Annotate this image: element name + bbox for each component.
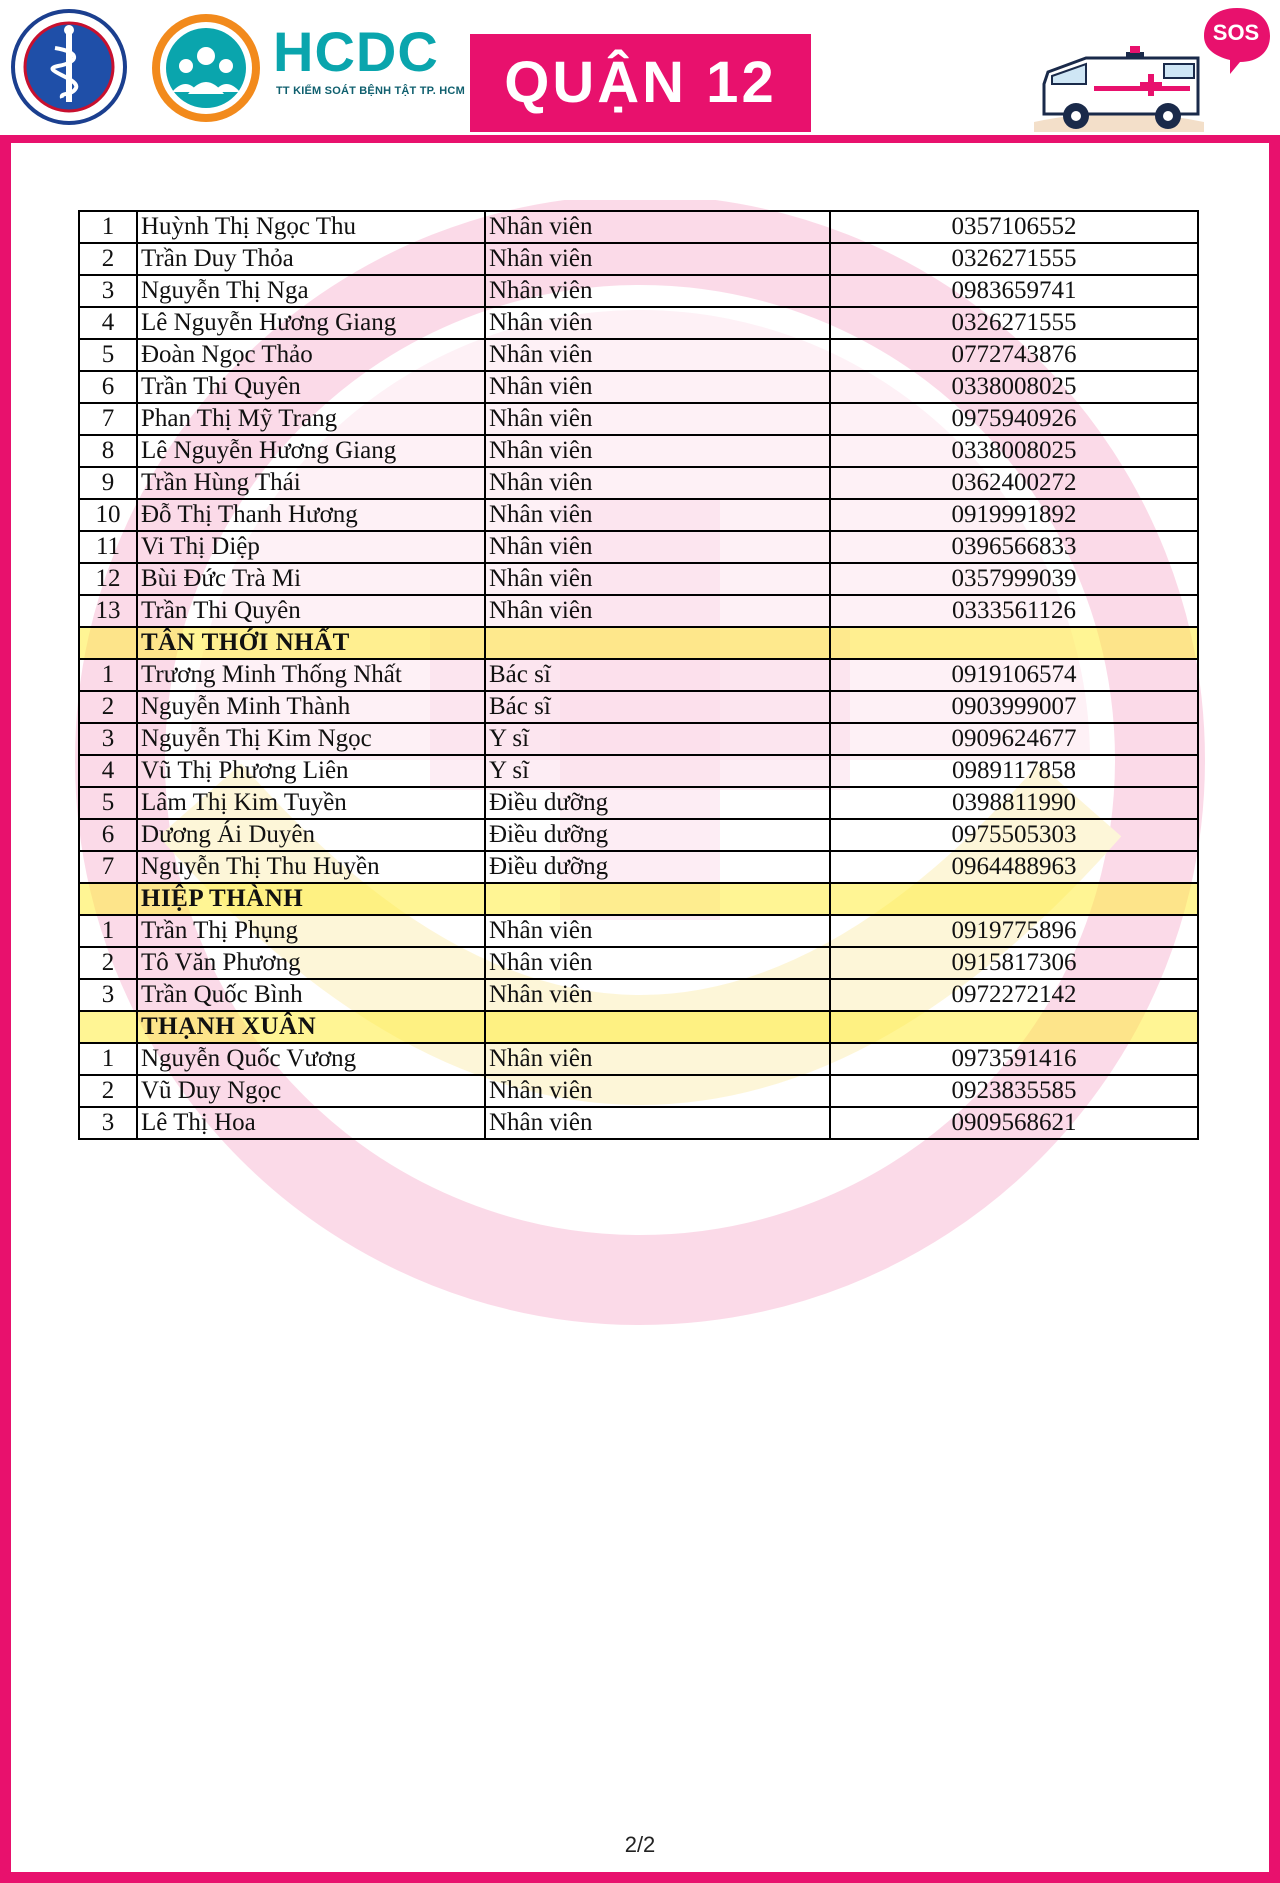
staff-role: Bác sĩ <box>485 659 830 691</box>
staff-role: Nhân viên <box>485 435 830 467</box>
row-number: 1 <box>79 659 137 691</box>
staff-phone: 0989117858 <box>830 755 1198 787</box>
staff-role: Y sĩ <box>485 755 830 787</box>
row-number: 2 <box>79 691 137 723</box>
section-phone-cell <box>830 883 1198 915</box>
staff-role: Nhân viên <box>485 1043 830 1075</box>
staff-name: Đỗ Thị Thanh Hương <box>137 499 485 531</box>
staff-table-body <box>79 211 1198 1139</box>
section-header-row <box>79 883 1198 915</box>
staff-role: Nhân viên <box>485 979 830 1011</box>
staff-role: Điều dưỡng <box>485 787 830 819</box>
staff-name: Vi Thị Diệp <box>137 531 485 563</box>
staff-phone: 0398811990 <box>830 787 1198 819</box>
staff-table <box>78 210 1199 1140</box>
staff-name: Huỳnh Thị Ngọc Thu <box>137 211 485 243</box>
table-row <box>79 531 1198 563</box>
section-phone-cell <box>830 627 1198 659</box>
table-row <box>79 1043 1198 1075</box>
staff-name: Bùi Đức Trà Mi <box>137 563 485 595</box>
staff-role: Nhân viên <box>485 947 830 979</box>
staff-phone: 0333561126 <box>830 595 1198 627</box>
row-number: 1 <box>79 211 137 243</box>
table-row <box>79 1107 1198 1139</box>
row-number: 3 <box>79 275 137 307</box>
staff-phone: 0909624677 <box>830 723 1198 755</box>
section-number-cell <box>79 1011 137 1043</box>
staff-role: Nhân viên <box>485 499 830 531</box>
staff-role: Nhân viên <box>485 371 830 403</box>
table-row <box>79 979 1198 1011</box>
hcdc-logo <box>148 10 264 126</box>
staff-role: Bác sĩ <box>485 691 830 723</box>
table-row <box>79 467 1198 499</box>
staff-phone: 0338008025 <box>830 371 1198 403</box>
staff-role: Nhân viên <box>485 211 830 243</box>
row-number: 7 <box>79 851 137 883</box>
staff-name: Lê Nguyễn Hương Giang <box>137 307 485 339</box>
organization-subtitle: TT KIỂM SOÁT BỆNH TẬT TP. HCM <box>276 85 465 97</box>
table-row <box>79 1075 1198 1107</box>
row-number: 5 <box>79 787 137 819</box>
row-number: 9 <box>79 467 137 499</box>
row-number: 3 <box>79 723 137 755</box>
table-row <box>79 787 1198 819</box>
section-role-cell <box>485 1011 830 1043</box>
section-header-row <box>79 1011 1198 1043</box>
staff-name: Nguyễn Thị Kim Ngọc <box>137 723 485 755</box>
row-number: 4 <box>79 307 137 339</box>
staff-name: Trần Duy Thỏa <box>137 243 485 275</box>
staff-role: Nhân viên <box>485 307 830 339</box>
table-row <box>79 947 1198 979</box>
page-header <box>0 0 1280 140</box>
staff-phone: 0915817306 <box>830 947 1198 979</box>
row-number: 3 <box>79 979 137 1011</box>
staff-role: Điều dưỡng <box>485 851 830 883</box>
staff-name: Nguyễn Quốc Vương <box>137 1043 485 1075</box>
table-row <box>79 659 1198 691</box>
page-number: 2/2 <box>624 1832 656 1857</box>
section-phone-cell <box>830 1011 1198 1043</box>
staff-role: Nhân viên <box>485 563 830 595</box>
staff-name: Trần Thi Quyên <box>137 371 485 403</box>
row-number: 1 <box>79 915 137 947</box>
row-number: 10 <box>79 499 137 531</box>
staff-phone: 0772743876 <box>830 339 1198 371</box>
ambulance-icon <box>1028 44 1208 132</box>
table-row <box>79 243 1198 275</box>
staff-role: Điều dưỡng <box>485 819 830 851</box>
table-row <box>79 915 1198 947</box>
row-number: 8 <box>79 435 137 467</box>
row-number: 12 <box>79 563 137 595</box>
table-row <box>79 851 1198 883</box>
staff-role: Nhân viên <box>485 467 830 499</box>
row-number: 7 <box>79 403 137 435</box>
staff-name: Trương Minh Thống Nhất <box>137 659 485 691</box>
row-number: 6 <box>79 371 137 403</box>
section-number-cell <box>79 627 137 659</box>
staff-phone: 0919106574 <box>830 659 1198 691</box>
staff-name: Đoàn Ngọc Thảo <box>137 339 485 371</box>
section-role-cell <box>485 883 830 915</box>
row-number: 2 <box>79 947 137 979</box>
staff-phone: 0964488963 <box>830 851 1198 883</box>
staff-name: Trần Thi Quyên <box>137 595 485 627</box>
organization-name: HCDC <box>273 20 439 83</box>
row-number: 2 <box>79 243 137 275</box>
section-title: TÂN THỚI NHẤT <box>137 627 485 659</box>
table-row <box>79 403 1198 435</box>
table-row <box>79 211 1198 243</box>
staff-name: Nguyễn Thị Nga <box>137 275 485 307</box>
table-row <box>79 435 1198 467</box>
section-number-cell <box>79 883 137 915</box>
staff-role: Nhân viên <box>485 531 830 563</box>
staff-role: Nhân viên <box>485 339 830 371</box>
table-row <box>79 819 1198 851</box>
staff-name: Dương Ái Duyên <box>137 819 485 851</box>
staff-name: Lê Nguyễn Hương Giang <box>137 435 485 467</box>
staff-name: Lâm Thị Kim Tuyền <box>137 787 485 819</box>
staff-role: Y sĩ <box>485 723 830 755</box>
staff-name: Tô Văn Phương <box>137 947 485 979</box>
table-row <box>79 499 1198 531</box>
table-row <box>79 275 1198 307</box>
staff-phone: 0973591416 <box>830 1043 1198 1075</box>
staff-name: Nguyễn Thị Thu Huyền <box>137 851 485 883</box>
section-header-row <box>79 627 1198 659</box>
staff-phone: 0357999039 <box>830 563 1198 595</box>
table-row <box>79 371 1198 403</box>
row-number: 1 <box>79 1043 137 1075</box>
staff-role: Nhân viên <box>485 243 830 275</box>
staff-phone: 0326271555 <box>830 243 1198 275</box>
table-row <box>79 563 1198 595</box>
table-row <box>79 691 1198 723</box>
staff-phone: 0396566833 <box>830 531 1198 563</box>
staff-phone: 0972272142 <box>830 979 1198 1011</box>
staff-name: Trần Hùng Thái <box>137 467 485 499</box>
staff-role: Nhân viên <box>485 275 830 307</box>
row-number: 6 <box>79 819 137 851</box>
row-number: 13 <box>79 595 137 627</box>
department-of-health-logo <box>10 8 128 126</box>
section-role-cell <box>485 627 830 659</box>
staff-phone: 0362400272 <box>830 467 1198 499</box>
staff-name: Nguyễn Minh Thành <box>137 691 485 723</box>
staff-phone: 0903999007 <box>830 691 1198 723</box>
staff-phone: 0919775896 <box>830 915 1198 947</box>
section-title: THẠNH XUÂN <box>137 1011 485 1043</box>
staff-phone: 0923835585 <box>830 1075 1198 1107</box>
staff-phone: 0357106552 <box>830 211 1198 243</box>
row-number: 11 <box>79 531 137 563</box>
sos-label: SOS <box>1212 20 1260 45</box>
staff-name: Phan Thị Mỹ Trang <box>137 403 485 435</box>
district-title: QUẬN 12 <box>504 50 777 115</box>
staff-role: Nhân viên <box>485 403 830 435</box>
staff-name: Trần Quốc Bình <box>137 979 485 1011</box>
staff-role: Nhân viên <box>485 1075 830 1107</box>
staff-phone: 0975940926 <box>830 403 1198 435</box>
table-row <box>79 307 1198 339</box>
staff-phone: 0338008025 <box>830 435 1198 467</box>
row-number: 2 <box>79 1075 137 1107</box>
staff-name: Vũ Thị Phương Liên <box>137 755 485 787</box>
staff-role: Nhân viên <box>485 1107 830 1139</box>
staff-role: Nhân viên <box>485 915 830 947</box>
staff-phone: 0919991892 <box>830 499 1198 531</box>
staff-role: Nhân viên <box>485 595 830 627</box>
section-title: HIỆP THÀNH <box>137 883 485 915</box>
staff-phone: 0983659741 <box>830 275 1198 307</box>
staff-name: Trần Thị Phụng <box>137 915 485 947</box>
table-row <box>79 723 1198 755</box>
table-row <box>79 755 1198 787</box>
table-row <box>79 595 1198 627</box>
row-number: 3 <box>79 1107 137 1139</box>
row-number: 4 <box>79 755 137 787</box>
staff-name: Vũ Duy Ngọc <box>137 1075 485 1107</box>
district-banner <box>470 34 811 132</box>
staff-phone: 0975505303 <box>830 819 1198 851</box>
staff-phone: 0326271555 <box>830 307 1198 339</box>
table-row <box>79 339 1198 371</box>
row-number: 5 <box>79 339 137 371</box>
staff-phone: 0909568621 <box>830 1107 1198 1139</box>
staff-name: Lê Thị Hoa <box>137 1107 485 1139</box>
